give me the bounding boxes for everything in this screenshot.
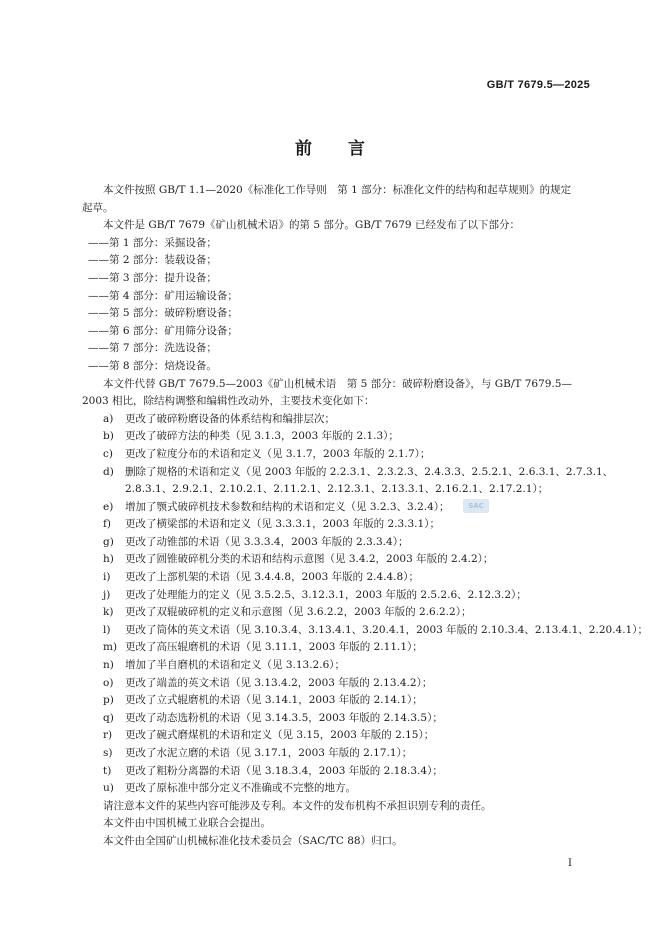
change-item [82,763,594,781]
change-item [82,411,594,429]
change-text: 删除了规格的术语和定义（见 2003 年版的 2.2.3.1、2.3.2.3、2.4.3.3、2.5.2.1、2.6.3.1、2.7.3.1、 [125,465,614,478]
paragraph-drafting-rules: 本文件按照 GB/T 1.1—2020《标准化工作导则 第 1 部分：标准化文件的结构和起草规则》的规定 [103,184,572,196]
change-text: 增加了半自磨机的术语和定义（见 3.13.2.6）； [125,659,346,672]
change-text: 更改了原标准中部分定义不准确或不完整的地方。 [125,782,356,795]
change-item [82,534,594,552]
paragraph-under-jurisdiction: 本文件由全国矿山机械标准化技术委员会（SAC/TC 88）归口。 [103,834,403,847]
change-label: h) [103,553,114,566]
change-item [82,499,594,517]
paragraph-proposed-by: 本文件由中国机械工业联合会提出。 [103,817,271,830]
change-label: o) [103,676,114,689]
change-item-cont: 2.8.3.1、2.9.2.1、2.10.2.1、2.11.2.1、2.12.3.1、2.13.3.1、2.16.2.1、2.17.2.1）； [125,483,549,496]
change-text: 更改了处理能力的定义（见 3.5.2.5、3.12.3.1，2003 年版的 2.5.2.6、2.12.3.2）； [125,588,527,601]
change-item [82,692,594,710]
paragraph-drafting-rules-cont: 起草。 [82,201,114,214]
change-text: 更改了水泥立磨的术语（见 3.17.1，2003 年版的 2.17.1）； [125,747,413,759]
change-label: a) [103,412,114,425]
change-label: l) [103,623,111,636]
paragraph-series-intro: 本文件是 GB/T 7679《矿山机械术语》的第 5 部分。GB/T 7679 已经发布了以下部分： [103,219,520,232]
change-text: 更改了上部机架的术语（见 3.4.4.8，2003 年版的 2.4.4.8）； [125,571,419,584]
page-title [0,134,662,159]
part-list-item: ——第 1 部分：采掘设备； [88,236,217,249]
change-label: g) [103,535,114,548]
change-label: k) [103,606,114,619]
change-item [82,428,594,446]
change-text: 更改了动锥部的术语（见 3.3.3.4，2003 年版的 2.3.3.4）； [125,535,409,548]
change-label: d) [103,465,114,478]
change-label: s) [103,747,113,759]
change-text: 更改了破碎粉磨设备的体系结构和编排层次； [125,412,335,425]
part-list-item: ——第 3 部分：提升设备； [88,271,217,284]
change-label: u) [103,782,114,795]
title-char-1: 前 [295,139,314,159]
part-list-item: ——第 4 部分：矿用运输设备； [88,289,238,302]
change-item [82,516,594,534]
change-item [82,727,594,745]
part-list-item: ——第 2 部分：装载设备； [88,254,217,267]
change-text: 更改了立式辊磨机的术语（见 3.14.1，2003 年版的 2.14.1）； [125,694,423,707]
part-list-item: ——第 8 部分：焙烧设备。 [88,359,217,372]
change-text: 更改了粗粉分离器的术语（见 3.18.3.4，2003 年版的 2.18.3.4）； [125,764,443,777]
part-list-item: ——第 7 部分：洗选设备； [88,342,217,355]
change-item [82,587,594,605]
change-label: p) [103,694,114,707]
change-item [82,464,614,482]
change-text: 更改了横梁部的术语和定义（见 3.3.3.1，2003 年版的 2.3.3.1）； [125,518,440,531]
paragraph-replaces-cont: 2003 相比，除结构调整和编辑性改动外，主要技术变化如下： [82,395,375,408]
change-label: c) [103,447,113,460]
change-label: t) [103,764,112,777]
paragraph-patent-notice: 请注意本文件的某些内容可能涉及专利。本文件的发布机构不承担识别专利的责任。 [103,799,492,812]
change-text: 更改了双辊破碎机的定义和示意图（见 3.6.2.2，2003 年版的 2.6.2.2）； [125,606,472,619]
part-list-item: ——第 6 部分：矿用筛分设备； [88,324,238,337]
change-item [82,446,594,464]
standard-code: GB/T 7679.5—2025 [486,79,590,91]
change-item [82,780,594,798]
title-char-2: 言 [348,139,367,159]
page-number: I [568,858,572,869]
change-item [82,604,594,622]
change-label: m) [103,641,118,654]
change-text: 更改了端盖的英文术语（见 3.13.4.2，2003 年版的 2.13.4.2）； [125,676,433,689]
foreword-body [82,182,648,851]
change-label: b) [103,430,114,443]
change-item [82,657,594,675]
paragraph-replaces: 本文件代替 GB/T 7679.5—2003《矿山机械术语 第 5 部分：破碎粉磨设备》，与 GB/T 7679.5— [103,377,572,390]
change-text: 更改了筒体的英文术语（见 3.10.3.4、3.13.4.1、3.20.4.1，2003 年版的 2.10.3.4、2.13.4.1、2.20.4.1）； [125,623,648,636]
change-item [82,569,594,587]
watermark-stamp: SAC [463,499,489,513]
change-text: 更改了粒度分布的术语和定义（见 3.1.7，2003 年版的 2.1.7）； [125,447,431,460]
change-label: f) [103,518,111,531]
change-label: n) [103,659,114,672]
change-text: 更改了高压辊磨机的术语（见 3.11.1，2003 年版的 2.11.1）； [125,641,423,654]
change-text: 增加了颚式破碎机技术参数和结构的术语和定义（见 3.2.3、3.2.4）； [125,500,450,513]
change-label: q) [103,711,114,724]
part-list-item: ——第 5 部分：破碎粉磨设备； [88,307,238,320]
change-item [82,675,594,693]
change-item [82,551,594,569]
change-item [82,639,594,657]
change-text: 更改了破碎方法的种类（见 3.1.3，2003 年版的 2.1.3）； [125,430,399,443]
change-text: 更改了动态选粉机的术语（见 3.14.3.5，2003 年版的 2.14.3.5）； [125,711,443,724]
change-label: e) [103,500,114,513]
change-item [82,622,648,640]
change-label: r) [103,729,113,742]
change-item [82,710,594,728]
change-label: i) [103,571,111,584]
change-label: j) [103,588,111,601]
change-text: 更改了碗式磨煤机的术语和定义（见 3.15，2003 年版的 2.15）； [125,729,435,742]
change-text: 更改了圆锥破碎机分类的术语和结构示意图（见 3.4.2，2003 年版的 2.4.2）； [125,553,494,566]
change-item [82,745,594,763]
